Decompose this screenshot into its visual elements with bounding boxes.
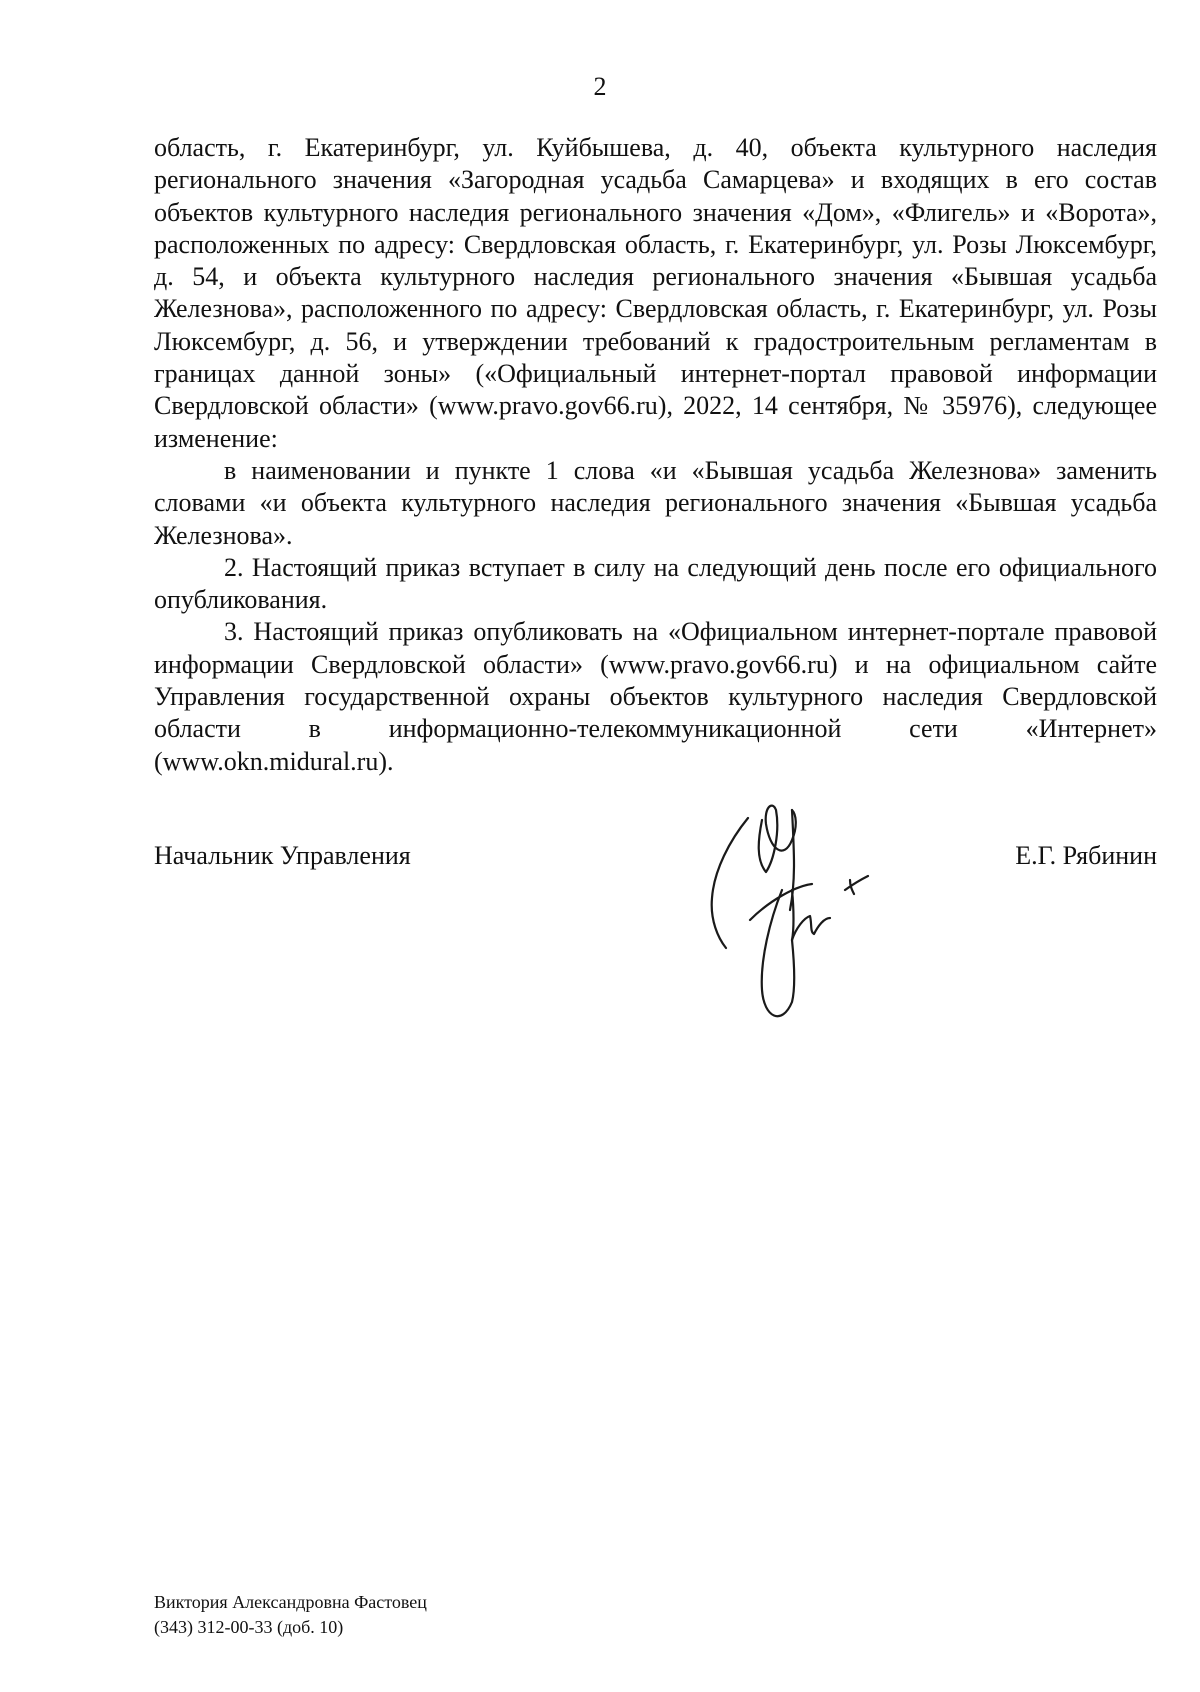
paragraph-amendment-context: область, г. Екатеринбург, ул. Куйбышева, д. 40, объекта культурного наследия регионального значения «Загородная усадьба Самарцева» и входящих в его состав объектов культурного наследия регионального значения «Дом», «Флигель» и «Ворота», расположенных по адресу: Свердловская область, г. Екатеринбург, ул. Розы Люксембург, д. 54, и объекта культурного наследия регионального значения «Бывшая усадьба Железнова», расположенного по адресу: Свердловская область, г. Екатеринбург, ул. Розы Люксембург, д. 56, и утверждении требований к градостроительным регламентам в границах данной зоны» («Официальный интернет-портал правовой информации Свердловской области» (www.pravo.gov66.ru), 2022, 14 сентября, № 35976), следующее изменение: xyxy=(154,133,1157,453)
signature-block xyxy=(154,840,1157,880)
page-number: 2 xyxy=(593,72,607,101)
executor-name: Виктория Александровна Фастовец xyxy=(154,1592,427,1612)
executor-phone: (343) 312-00-33 (доб. 10) xyxy=(154,1617,344,1637)
executor-info xyxy=(154,1590,427,1640)
paragraph-amendment-text: в наименовании и пункте 1 слова «и «Бывшая усадьба Железнова» заменить словами «и объекта культурного наследия регионального значения «Бывшая усадьба Железнова». xyxy=(154,455,1157,550)
paragraph-item-3: 3. Настоящий приказ опубликовать на «Официальном интернет-портале правовой информации Свердловской области» (www.pravo.gov66.ru) и на официальном сайте Управления государственной охраны объектов культурного наследия Свердловской области в информационно-телекоммуникационной сети «Интернет» (www.okn.midural.ru). xyxy=(154,617,1157,776)
handwritten-signature xyxy=(700,790,890,1040)
signatory-position: Начальник Управления xyxy=(154,841,411,870)
paragraph-item-2: 2. Настоящий приказ вступает в силу на следующий день после его официального опубликования. xyxy=(154,552,1157,615)
signatory-name: Е.Г. Рябинин xyxy=(1015,841,1157,870)
document-body xyxy=(154,132,1157,778)
